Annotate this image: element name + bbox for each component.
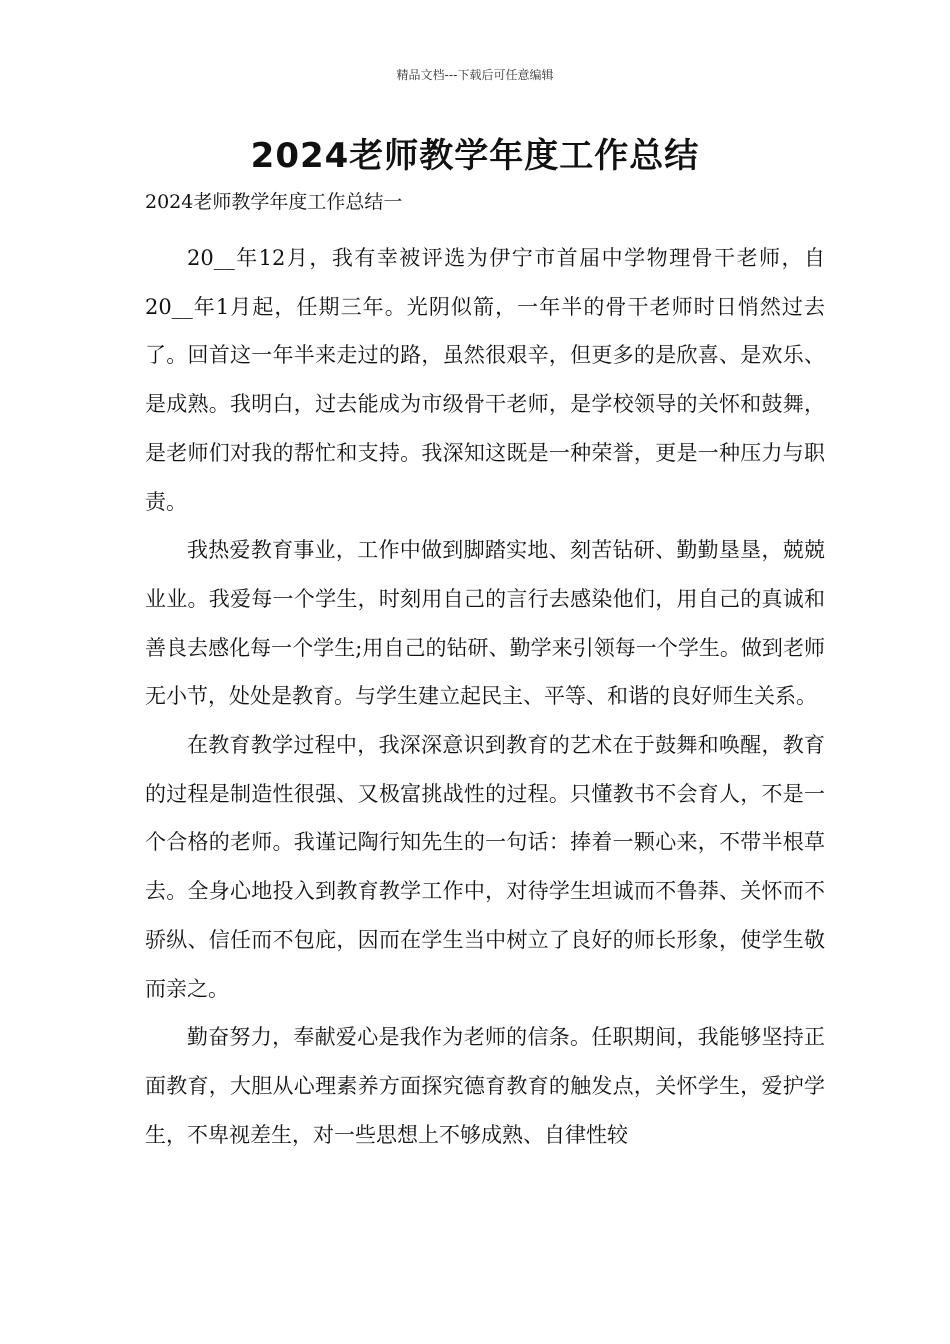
paragraph: 我热爱教育事业，工作中做到脚踏实地、刻苦钻研、勤勤垦垦，兢兢业业。我爱每一个学生，时刻用自己的言行去感染他们，用自己的真诚和善良去感化每一个学生;用自己的钻研、勤学来引领每一个学生。做到老师无小节，处处是教育。与学生建立起民主、平等、和谐的良好师生关系。 bbox=[145, 538, 825, 709]
page-header-note: 精品文档---下载后可任意编辑 bbox=[396, 68, 554, 82]
paragraph: 20__年12月，我有幸被评选为伊宁市首届中学物理骨干老师，自20__年1月起，任期三年。光阴似箭，一年半的骨干老师时日悄然过去了。回首这一年半来走过的路，虽然很艰辛，但更多的是欣喜、是欢乐、是成熟。我明白，过去能成为市级骨干老师，是学校领导的关怀和鼓舞，是老师们对我的帮忙和支持。我深知这既是一种荣誉，更是一种压力与职责。 bbox=[145, 246, 825, 514]
document-subtitle: 2024老师教学年度工作总结一 bbox=[145, 191, 403, 213]
paragraph: 在教育教学过程中，我深深意识到教育的艺术在于鼓舞和唤醒，教育的过程是制造性很强、又极富挑战性的过程。只懂教书不会育人，不是一个合格的老师。我谨记陶行知先生的一句话：捧着一颗心来，不带半根草去。全身心地投入到教育教学工作中，对待学生坦诚而不鲁莽、关怀而不骄纵、信任而不包庇，因而在学生当中树立了良好的师长形象，使学生敬而亲之。 bbox=[145, 733, 825, 1001]
document-title: 2024老师教学年度工作总结 bbox=[250, 136, 700, 176]
document-body bbox=[145, 234, 825, 1159]
paragraph: 勤奋努力，奉献爱心是我作为老师的信条。任职期间，我能够坚持正面教育，大胆从心理素养方面探究德育教育的触发点，关怀学生，爱护学生，不卑视差生，对一些思想上不够成熟、自律性较 bbox=[145, 1025, 825, 1147]
